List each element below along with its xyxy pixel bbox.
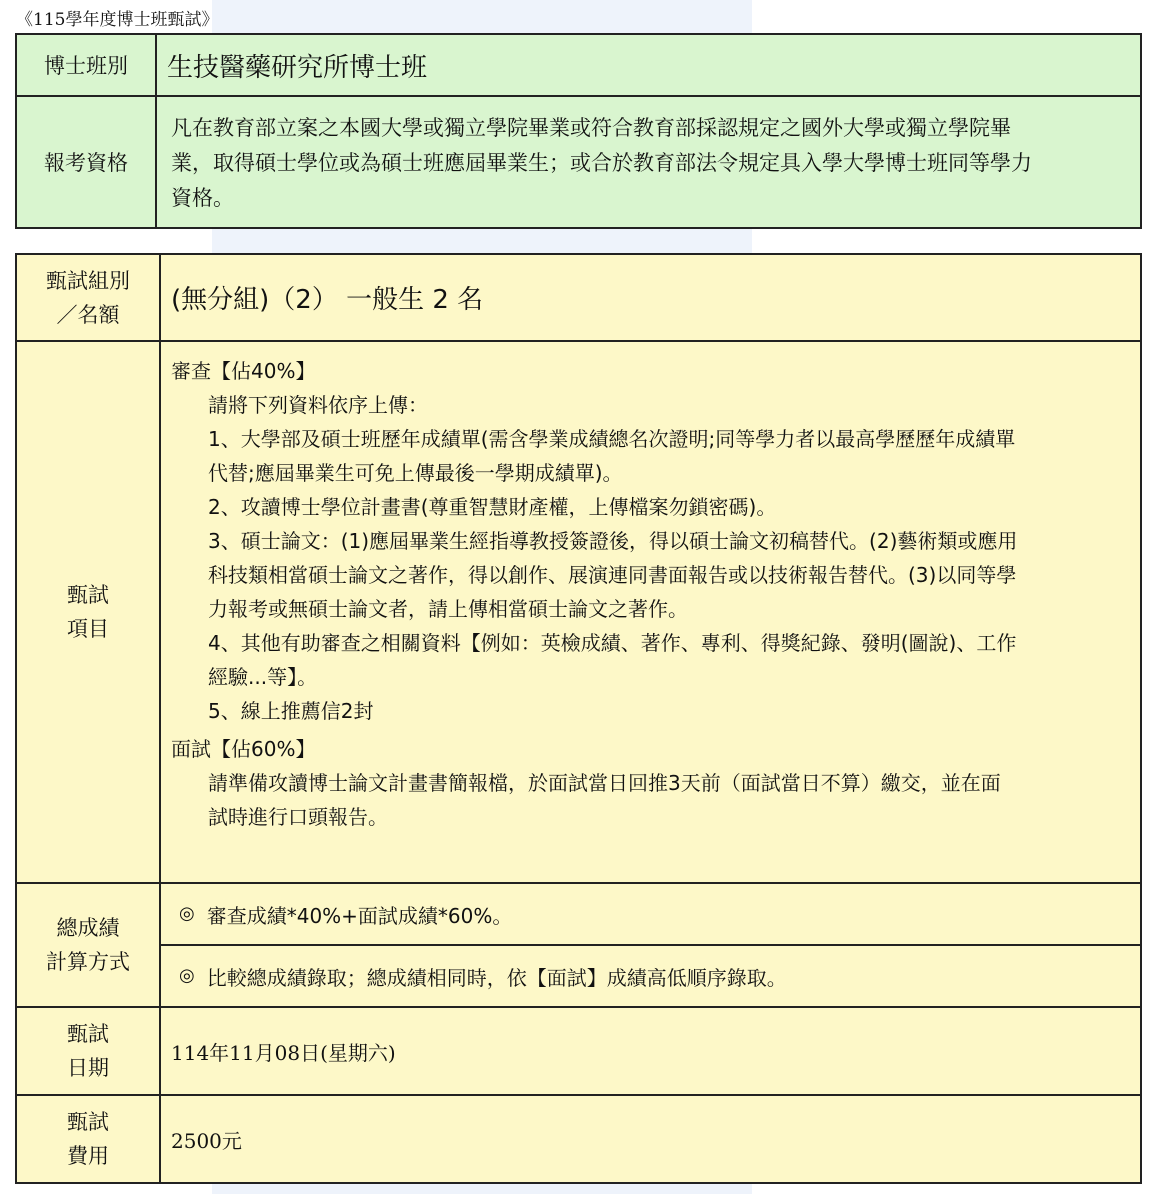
- bullet-icon: ◎: [179, 964, 195, 986]
- program-row: [16, 34, 1141, 96]
- eligibility-text: [156, 96, 1141, 228]
- date-label-line1: 甄試: [67, 1022, 109, 1046]
- program-value: 生技醫藥研究所博士班: [156, 34, 1141, 96]
- exam-table: [15, 253, 1142, 1184]
- review-line: 經驗...等】。: [208, 665, 318, 689]
- group-row: [16, 254, 1141, 341]
- program-label: 博士班別: [16, 34, 156, 96]
- score-label-line2: 計算方式: [46, 950, 130, 974]
- date-value: 114年11月08日(星期六): [160, 1007, 1141, 1095]
- score-formula-text: 審查成績*40%+面試成績*60%。: [206, 903, 513, 928]
- review-line: 4、其他有助審查之相關資料【例如：英檢成績、著作、專利、得獎紀錄、發明(圖說)、工作: [208, 631, 1017, 655]
- review-line: 力報考或無碩士論文者，請上傳相當碩士論文之著作。: [208, 597, 688, 621]
- items-content: [160, 341, 1141, 883]
- fee-label-line2: 費用: [67, 1144, 109, 1168]
- interview-title: 面試【佔60%】: [171, 737, 316, 761]
- review-line: 科技類相當碩士論文之著作，得以創作、展演連同書面報告或以技術報告替代。(3)以同等學: [208, 563, 1017, 587]
- group-label-line1: 甄試組別: [46, 268, 130, 293]
- document-title: 《115學年度博士班甄試》: [16, 10, 219, 30]
- date-label-line2: 日期: [67, 1056, 109, 1080]
- bullet-icon: ◎: [179, 902, 195, 924]
- group-label: [16, 254, 160, 341]
- items-label-line2: 項目: [67, 617, 109, 641]
- review-intro: 請將下列資料依序上傳：: [208, 393, 428, 417]
- score-formula: [160, 883, 1141, 945]
- interview-line: 請準備攻讀博士論文計畫書簡報檔，於面試當日回推3天前（面試當日不算）繳交，並在面: [208, 771, 1001, 795]
- eligibility-label: 報考資格: [16, 96, 156, 228]
- group-label-line2: ／名額: [56, 302, 120, 327]
- interview-line: 試時進行口頭報告。: [208, 805, 388, 829]
- fee-value: 2500元: [160, 1095, 1141, 1183]
- group-value: (無分組)（2） 一般生 2 名: [160, 254, 1141, 341]
- score-label-line1: 總成績: [56, 916, 120, 940]
- review-line: 代替;應屆畢業生可免上傳最後一學期成績單)。: [208, 461, 623, 485]
- date-row: [16, 1007, 1141, 1095]
- items-label-line1: 甄試: [67, 583, 109, 607]
- items-label: [16, 341, 160, 883]
- score-formula-row: [16, 883, 1141, 945]
- score-rule: [160, 945, 1141, 1007]
- review-line: 2、攻讀博士學位計畫書(尊重智慧財產權，上傳檔案勿鎖密碼)。: [208, 495, 777, 519]
- program-table: [15, 33, 1142, 229]
- fee-label-line1: 甄試: [67, 1110, 109, 1134]
- items-row: [16, 341, 1141, 883]
- score-label: [16, 883, 160, 1007]
- fee-label: [16, 1095, 160, 1183]
- score-rule-text: 比較總成績錄取；總成績相同時，依【面試】成績高低順序錄取。: [206, 965, 787, 990]
- fee-row: [16, 1095, 1141, 1183]
- date-label: [16, 1007, 160, 1095]
- eligibility-line: 資格。: [171, 185, 234, 210]
- eligibility-line: 業，取得碩士學位或為碩士班應屆畢業生；或合於教育部法令規定具入學大學博士班同等學力: [171, 150, 1032, 175]
- review-line: 1、大學部及碩士班歷年成績單(需含學業成績總名次證明;同等學力者以最高學歷歷年成績單: [208, 427, 1016, 451]
- review-line: 3、碩士論文：(1)應屆畢業生經指導教授簽證後，得以碩士論文初稿替代。(2)藝術類或應用: [208, 529, 1018, 553]
- review-line: 5、線上推薦信2封: [208, 699, 374, 723]
- eligibility-row: [16, 96, 1141, 228]
- score-rule-row: [16, 945, 1141, 1007]
- eligibility-line: 凡在教育部立案之本國大學或獨立學院畢業或符合教育部採認規定之國外大學或獨立學院畢: [171, 115, 1011, 140]
- review-title: 審查【佔40%】: [171, 359, 316, 383]
